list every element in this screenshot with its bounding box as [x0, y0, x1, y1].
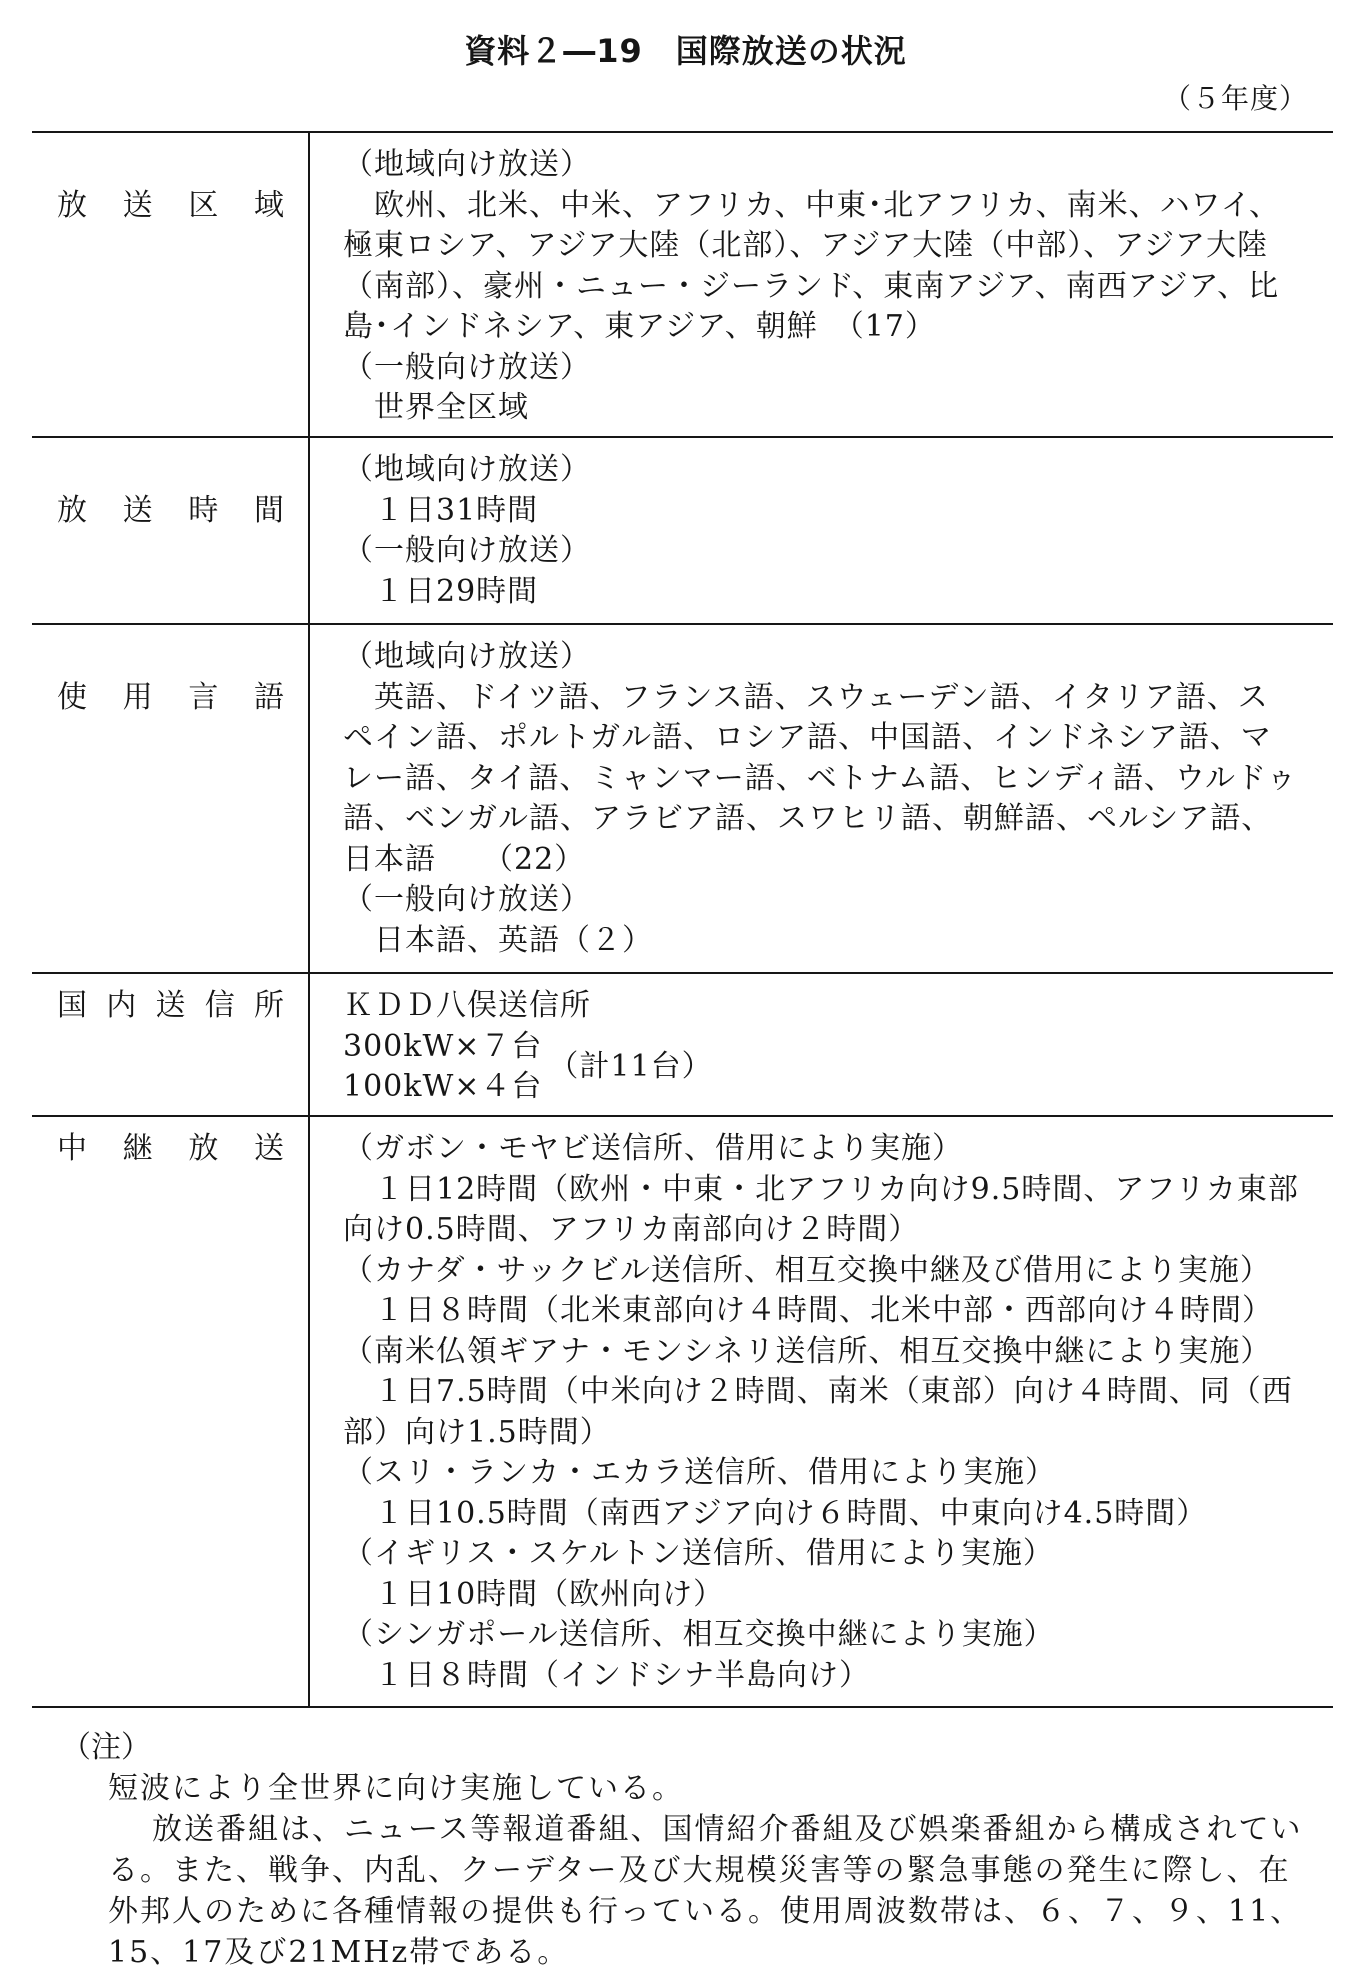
content-line: （スリ・ランカ・エカラ送信所、借用により実施） [343, 1455, 1056, 1490]
content-line: 部）向け1.5時間） [343, 1414, 611, 1450]
content-line: （南部）、豪州・ニュー・ジーランド、東南アジア、南西アジア、比 [343, 268, 1280, 304]
content-line: 日本語 （22） [343, 841, 586, 877]
note-line: 短波により全世界に向け実施している。 [108, 1771, 684, 1806]
label-char: 域 [253, 187, 284, 223]
content-line: １日31時間 [374, 492, 539, 528]
row-label-cell [32, 438, 310, 623]
row-label-cell [32, 133, 310, 436]
note-line: 15、17及び21MHz帯である。 [108, 1935, 570, 1970]
label-char: 内 [106, 988, 137, 1023]
row-label [57, 1129, 284, 1170]
note-line: る。また、戦争、内乱、クーデター及び大規模災害等の緊急事態の発生に際し、在 [108, 1853, 1291, 1888]
row-label-cell [32, 625, 310, 972]
label-char: 送 [122, 492, 153, 528]
content-line: 欧州、北米、中米、アフリカ、中東･北アフリカ、南米、ハワイ、 [374, 187, 1280, 223]
table-row-broadcast-area [32, 133, 1333, 438]
content-line: （一般向け放送） [343, 533, 591, 568]
label-char: 放 [57, 492, 87, 528]
row-label [57, 678, 284, 719]
transmitter-list [343, 1027, 542, 1108]
international-broadcast-table [32, 131, 1333, 1708]
content-line: 日本語、英語（２） [374, 922, 653, 958]
content-line: レー語、タイ語、ミャンマー語、ベトナム語、ヒンディ語、ウルドゥ [343, 760, 1298, 796]
note-line: 放送番組は、ニュース等報道番組、国情紹介番組及び娯楽番組から構成されてい [152, 1812, 1303, 1847]
content-line: １日10.5時間（南西アジア向け６時間、中東向け4.5時間） [374, 1495, 1208, 1531]
notes-section [0, 1727, 1371, 1973]
content-line: （カナダ・サックビル送信所、相互交換中継及び借用により実施） [343, 1252, 1271, 1288]
label-char: 国 [57, 988, 87, 1023]
label-char: 使 [57, 679, 87, 715]
content-line: 島･インドネシア、東アジア、朝鮮 （17） [343, 309, 936, 344]
label-char: 所 [254, 988, 284, 1023]
label-char: 信 [204, 988, 235, 1023]
content-line: （南米仏領ギアナ・モンシネリ送信所、相互交換中継により実施） [343, 1333, 1272, 1369]
row-content-cell [310, 1117, 1333, 1706]
row-label-cell [32, 974, 310, 1115]
content-line: （一般向け放送） [343, 882, 591, 917]
fiscal-year-label: （５年度） [1162, 82, 1308, 115]
table-row-relay-broadcast [32, 1117, 1333, 1708]
row-label-cell [32, 1117, 310, 1706]
transmitter-line: 300kW×７台 [343, 1028, 543, 1064]
content-line: １日10時間（欧州向け） [374, 1576, 725, 1612]
label-char: 語 [253, 679, 284, 715]
row-content-cell [310, 625, 1333, 972]
content-line: 極東ロシア、アジア大陸（北部）、アジア大陸（中部）、アジア大陸 [343, 228, 1268, 263]
label-char: 中 [57, 1131, 87, 1166]
row-content-cell [310, 133, 1333, 436]
table-row-broadcast-hours [32, 438, 1333, 625]
content-line: 英語、ドイツ語、フランス語、スウェーデン語、イタリア語、ス [374, 679, 1269, 715]
row-content-cell [310, 438, 1333, 623]
content-line: １日８時間（北米東部向け４時間、北米中部・西部向け４時間） [374, 1293, 1273, 1328]
label-char: 放 [57, 187, 87, 223]
content-line: ペイン語、ポルトガル語、ロシア語、中国語、インドネシア語、マ [343, 720, 1272, 755]
content-line: 向け0.5時間、アフリカ南部向け２時間） [343, 1212, 920, 1247]
content-line: （地域向け放送） [343, 147, 591, 182]
content-line: （地域向け放送） [343, 639, 591, 674]
label-char: 区 [188, 187, 219, 223]
row-label [57, 491, 284, 532]
note-line: 外邦人のために各種情報の提供も行っている。使用周波数帯は、６、７、９、11、 [108, 1894, 1303, 1929]
label-char: 送 [155, 988, 186, 1023]
row-label [57, 986, 284, 1027]
label-char: 送 [253, 1131, 284, 1166]
label-char: 用 [122, 679, 153, 715]
station-name: ＫＤＤ八俣送信所 [343, 988, 591, 1023]
content-line: １日12時間（欧州・中東・北アフリカ向け9.5時間、アフリカ東部 [374, 1171, 1299, 1207]
transmitter-group [343, 1027, 1325, 1108]
label-char: 言 [188, 679, 219, 715]
note-label: （注） [61, 1730, 151, 1765]
table-row-domestic-transmitter [32, 974, 1333, 1117]
content-line: （シンガポール送信所、相互交換中継により実施） [343, 1617, 1055, 1652]
content-line: （ガボン・モヤビ送信所、借用により実施） [343, 1131, 963, 1166]
table-row-languages [32, 625, 1333, 974]
content-line: 語、ベンガル語、アラビア語、スワヒリ語、朝鮮語、ペルシア語、 [343, 801, 1273, 836]
content-line: （一般向け放送） [343, 349, 591, 385]
content-line: （イギリス・スケルトン送信所、借用により実施） [343, 1536, 1054, 1571]
label-char: 送 [122, 187, 153, 223]
transmitter-total: （計11台） [548, 1048, 713, 1084]
label-char: 時 [188, 492, 219, 528]
content-line: １日８時間（インドシナ半島向け） [374, 1657, 870, 1693]
content-line: １日29時間 [374, 573, 539, 609]
content-line: （地域向け放送） [343, 452, 591, 487]
transmitter-line: 100kW×４台 [343, 1069, 543, 1104]
row-label [57, 186, 284, 227]
label-char: 放 [188, 1131, 219, 1166]
page-title: 資料２―19 国際放送の状況 [464, 32, 907, 70]
row-content-cell [310, 974, 1333, 1115]
label-char: 間 [253, 492, 284, 528]
content-line: 世界全区域 [374, 390, 529, 425]
content-line: １日7.5時間（中米向け２時間、南米（東部）向け４時間、同（西 [374, 1374, 1293, 1409]
label-char: 継 [122, 1131, 153, 1166]
note-line [0, 1727, 1371, 1768]
